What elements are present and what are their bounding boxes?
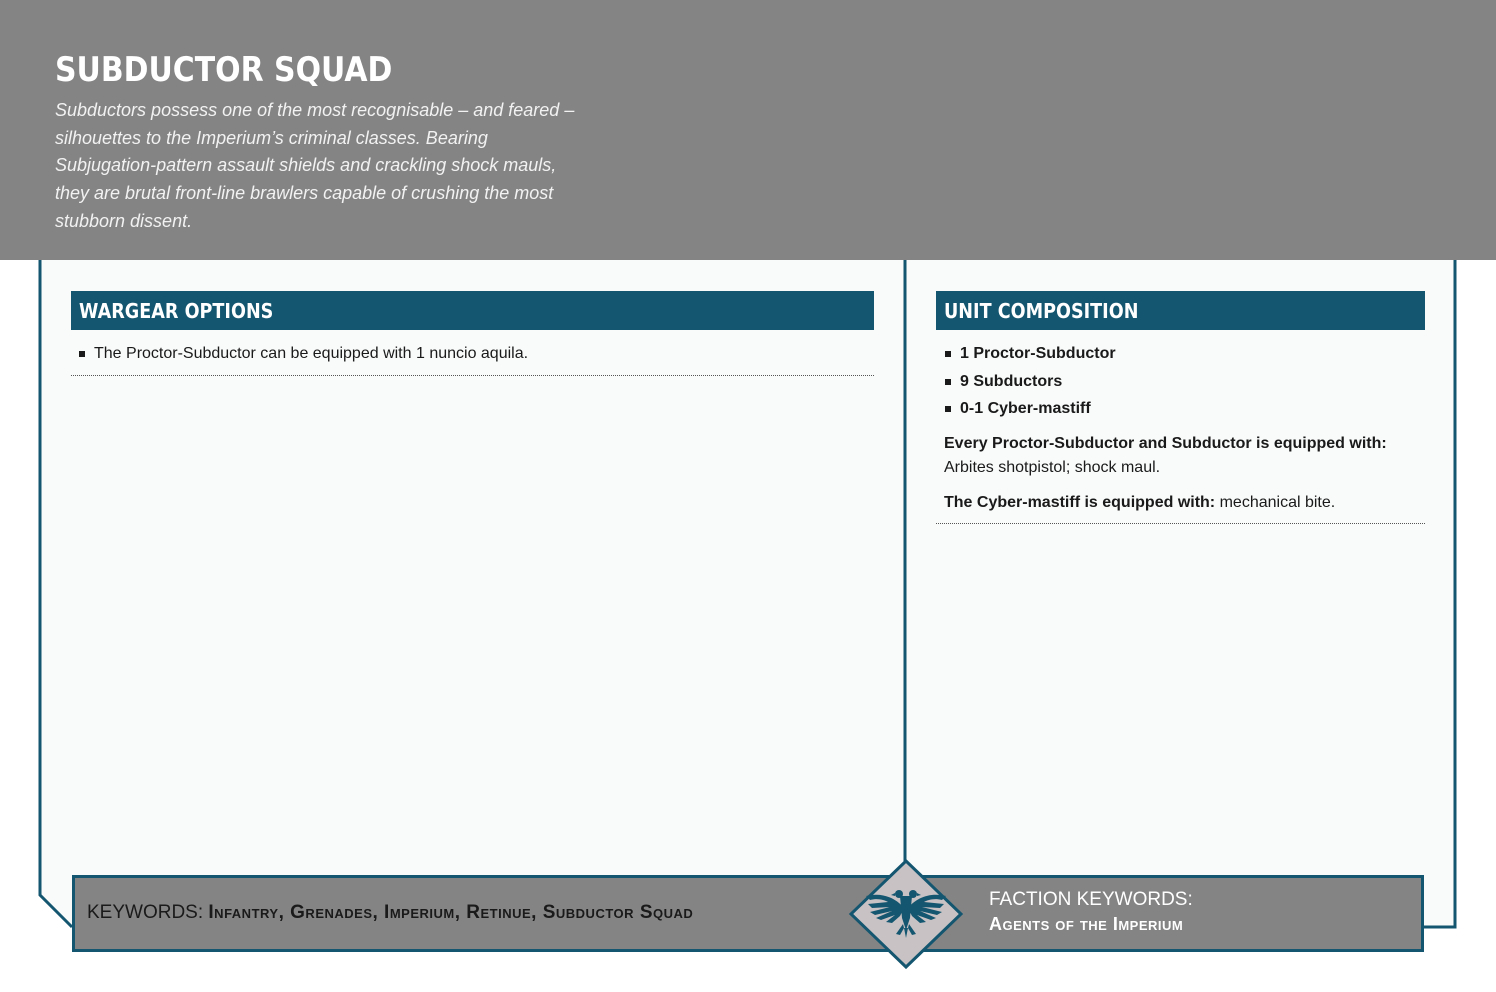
bullet-square-icon [79, 351, 85, 357]
bullet-square-icon [945, 406, 951, 412]
unit-header [0, 0, 1496, 260]
composition-item-text: 9 Subductors [960, 372, 1063, 390]
unit-composition-header [936, 291, 1425, 330]
equipment-statement [944, 432, 1424, 480]
faction-keywords-label: FACTION KEYWORDS: [989, 889, 1193, 910]
keywords-values: Infantry, Grenades, Imperium, Retinue, Subductor Squad [208, 902, 694, 923]
keywords [87, 902, 693, 924]
unit-composition-title: UNIT COMPOSITION [944, 299, 1139, 323]
aquila-icon [848, 858, 964, 970]
equipment-label: The Cyber-mastiff is equipped with: [944, 494, 1216, 511]
wargear-options-title: WARGEAR OPTIONS [79, 299, 274, 323]
equipment-value: mechanical bite. [1219, 494, 1336, 511]
bullet-square-icon [945, 379, 951, 385]
keywords-label: KEYWORDS: [87, 902, 204, 923]
composition-item-text: 1 Proctor-Subductor [960, 345, 1116, 362]
composition-item [944, 340, 1424, 368]
wargear-option-item [78, 340, 874, 368]
wargear-options-list [78, 340, 874, 368]
wargear-option-text: The Proctor-Subductor can be equipped with 1 nuncio aquila. [94, 345, 529, 362]
faction-keywords-values: Agents of the Imperium [989, 914, 1184, 934]
equipment-label: Every Proctor-Subductor and Subductor is equipped with: [944, 435, 1387, 452]
composition-item-text: 0-1 Cyber-mastiff [960, 400, 1091, 417]
equipment-value: Arbites shotpistol; shock maul. [944, 459, 1161, 476]
divider [71, 375, 874, 376]
equipment-statement [944, 491, 1424, 515]
unit-lore: Subductors possess one of the most recognisable – and feared – silhouettes to the Imperium’s criminal classes. Bearing Subjugation-pattern assault shields and crackling shock mauls, they are brutal front-line brawlers capable of crushing the most stubborn dissent. [55, 100, 575, 231]
bullet-square-icon [945, 351, 951, 357]
composition-item [944, 395, 1424, 423]
composition-item [944, 368, 1424, 396]
wargear-options-header [71, 291, 874, 330]
divider [936, 523, 1425, 524]
unit-title: SUBDUCTOR SQUAD [55, 50, 393, 90]
unit-composition-list [944, 340, 1424, 423]
